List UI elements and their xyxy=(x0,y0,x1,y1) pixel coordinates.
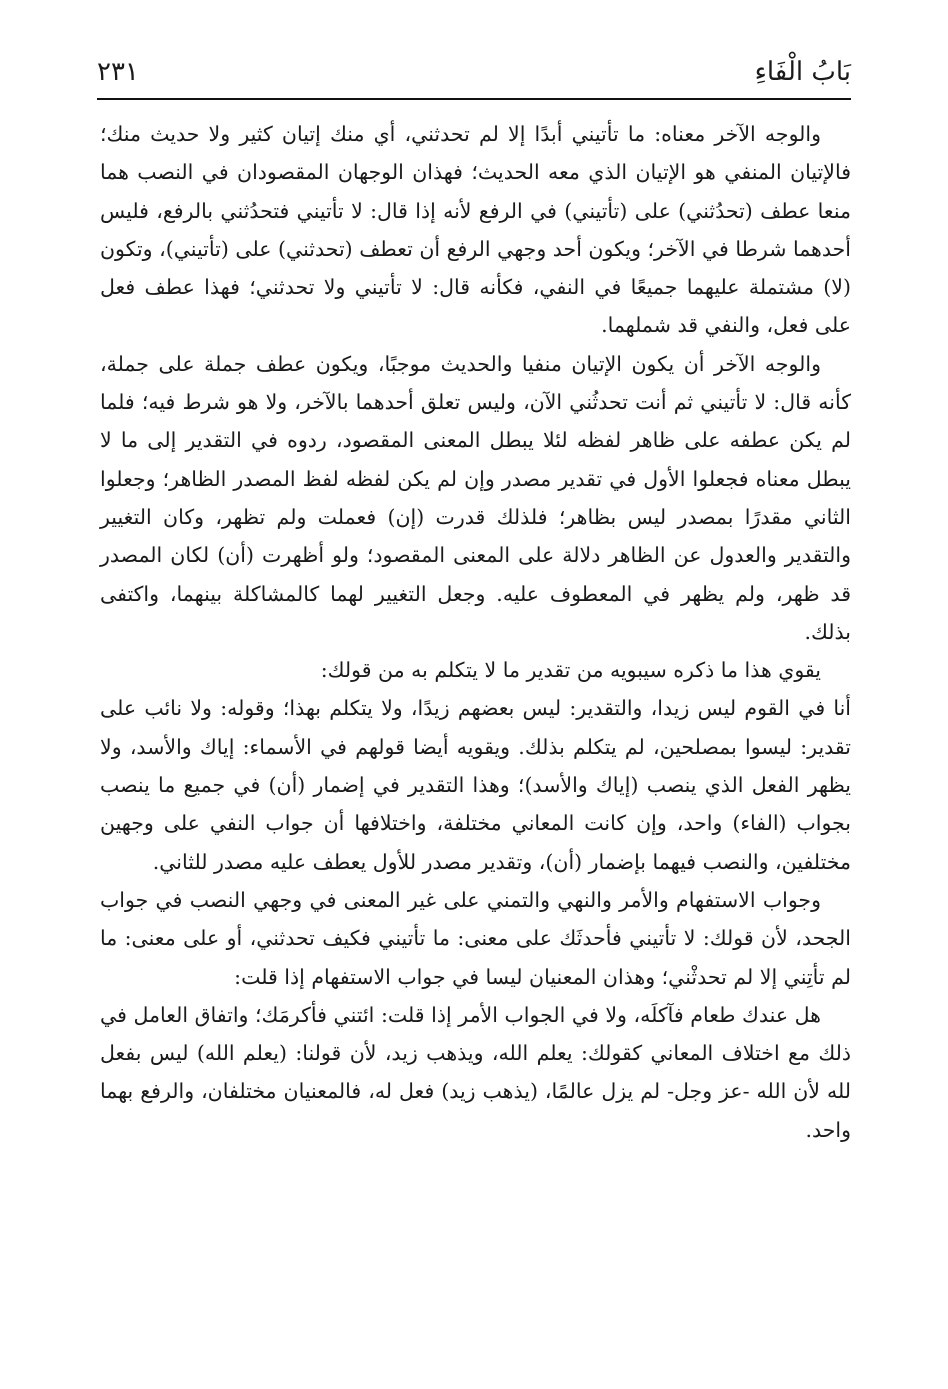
chapter-title: بَابُ الْفَاءِ xyxy=(754,57,851,87)
paragraph: والوجه الآخر معناه: ما تأتيني أبدًا إلا لم تحدثني، أي منك إتيان كثير ولا حديث منك؛ فالإتيان المنفي هو الإتيان الذي معه الحديث؛ فهذان الوجهان المقصودان في النصب هما منعا عطف (تحدُثني) على (تأتيني) في الرفع لأنه إذا قال: لا تأتيني فتحدُثني بالرفع، فليس أحدهما شرطا في الآخر؛ ويكون أحد وجهي الرفع أن تعطف (تحدثني) على (تأتيني)، وتكون (لا) مشتملة عليهما جميعًا في النفي، فكأنه قال: لا تأتيني ولا تحدثني؛ فهذا عطف فعل على فعل، والنفي قد شملهما. xyxy=(100,122,851,338)
paragraph: أنا في القوم ليس زيدا، والتقدير: ليس بعضهم زيدًا، ولا يتكلم بهذا؛ وقوله: ولا نائب على تقدير: ليسوا بمصلحين، لم يتكلم بذلك. ويقويه أيضا قولهم في الأسماء: إياك والأسد، ولا يظهر الفعل الذي ينصب (إياك والأسد)؛ وهذا التقدير في إضمار (أن) في جميع ما ينصب بجواب (الفاء) واحد، وإن كانت المعاني مختلفة، واختلافها أن جواب النفي على وجهين مختلفين، والنصب فيهما بإضمار (أن)، وتقدير مصدر للأول يعطف عليه مصدر للثاني. xyxy=(100,696,851,874)
page-number: ٢٣١ xyxy=(97,57,139,87)
page-header xyxy=(97,52,851,92)
paragraph: والوجه الآخر أن يكون الإتيان منفيا والحديث موجبًا، ويكون عطف جملة على جملة، كأنه قال: لا تأتيني ثم أنت تحدثُني الآن، وليس تعلق أحدهما بالآخر، ولا هو شرط فيه؛ فلما لم يكن عطفه على ظاهر لفظه لئلا يبطل المعنى المقصود، ردوه في التقدير إلى ما لا يبطل معناه فجعلوا الأول في تقدير مصدر وإن لم يكن لفظه لفظ المصدر الظاهر؛ وجعلوا الثاني مقدرًا بمصدر ليس بظاهر؛ فلذلك قدرت (إن) فعملت ولم تظهر، وكان التغيير والتقدير والعدول عن الظاهر دلالة على المعنى المقصود؛ ولو أظهرت (أن) لكان المصدر قد ظهر، ولم يظهر في المعطوف عليه. وجعل التغيير لهما كالمشاكلة بينهما، واكتفى بذلك. xyxy=(100,351,851,644)
paragraph: هل عندك طعام فآكلَه، ولا في الجواب الأمر إذا قلت: ائتني فأكرمَك؛ واتفاق العامل في ذلك مع اختلاف المعاني كقولك: يعلم الله، ويذهب زيد، لأن قولنا: (يعلم الله) ليس بفعل لله لأن الله -عز وجل- لم يزل عالمًا، (يذهب زيد) فعل له، فالمعنيان مختلفان، والرفع بهما واحد. xyxy=(100,1002,851,1142)
body-text xyxy=(100,115,851,1149)
paragraph: يقوي هذا ما ذكره سيبويه من تقدير ما لا يتكلم به من قولك: xyxy=(320,658,821,683)
header-rule xyxy=(97,98,851,100)
paragraph: وجواب الاستفهام والأمر والنهي والتمني على غير المعنى في وجهي النصب في جواب الجحد، لأن قولك: لا تأتيني فأحدثَك على معنى: ما تأتيني فكيف تحدثني، أو على معنى: ما لم تأتِني إلا لم تحدثْني؛ وهذان المعنيان ليسا في جواب الاستفهام إذا قلت: xyxy=(100,887,851,989)
